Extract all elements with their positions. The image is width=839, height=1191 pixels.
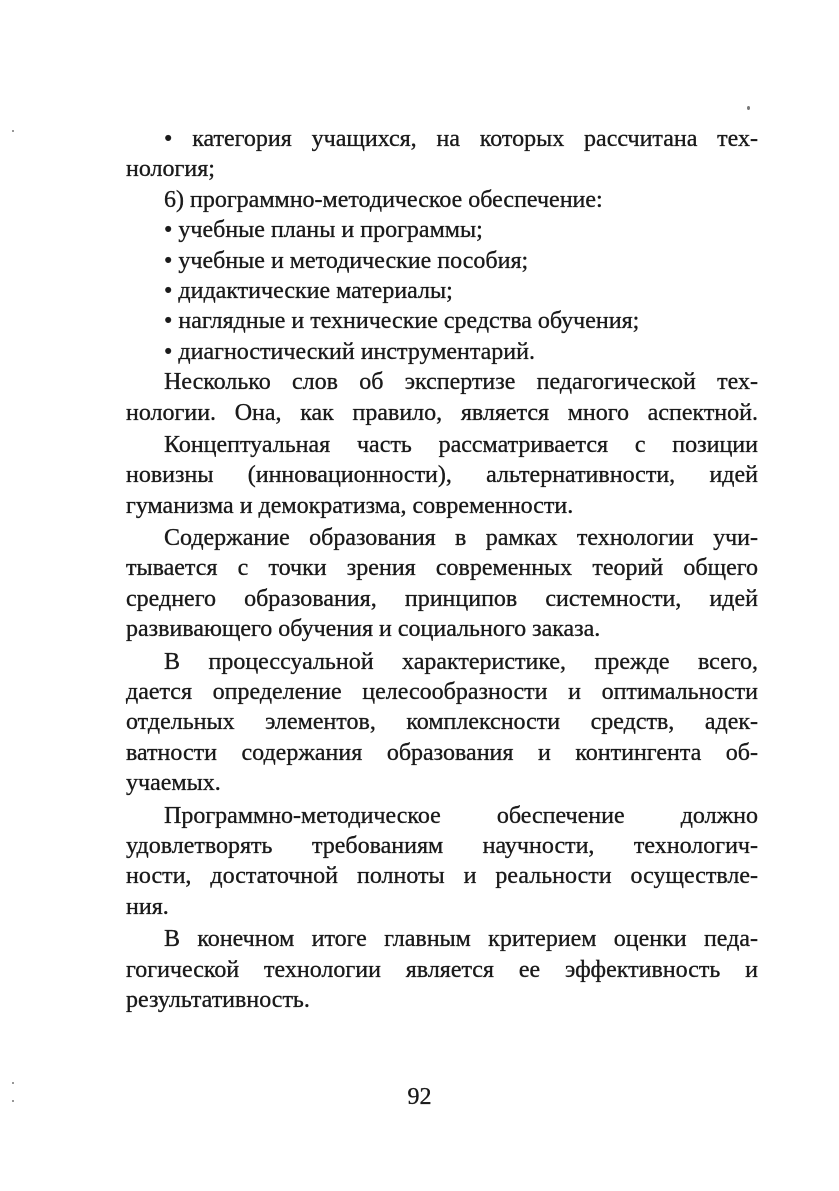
page-number: 92 [407, 1084, 432, 1110]
paragraph-line: отдельных элементов, комплексности средств, адек- [126, 709, 758, 736]
paragraph-line: нологии. Она, как правило, является много аспектной. [126, 399, 758, 426]
paragraph-line: гуманизма и демократизма, современности. [126, 492, 574, 519]
paragraph-line: В процессуальной характеристике, прежде всего, [164, 648, 758, 675]
paragraph-line: Концептуальная часть рассматривается с позиции [164, 431, 758, 458]
paragraph-line: Несколько слов об экспертизе педагогической тех- [164, 369, 758, 396]
paragraph-line: развивающего обучения и социального заказа. [126, 616, 601, 643]
paragraph-line: результативность. [126, 986, 310, 1013]
scan-speck [12, 1082, 14, 1084]
list-item: • диагностический инструментарий. [164, 338, 535, 365]
page-body-text [126, 124, 758, 1015]
list-item: • дидактические материалы; [164, 277, 453, 304]
scan-speck [12, 130, 14, 132]
scan-speck [747, 106, 750, 110]
paragraph-line: Содержание образования в рамках технологии учи- [164, 525, 758, 552]
scan-speck [12, 1100, 14, 1102]
text-line: • категория учащихся, на которых рассчитана тех- [164, 126, 758, 152]
paragraph-line: ния. [126, 893, 169, 920]
text-line: нология; [126, 156, 215, 183]
paragraph-line: учаемых. [126, 770, 221, 797]
list-item: • наглядные и технические средства обучения; [164, 308, 640, 335]
paragraph-line: гогической технологии является ее эффективность и [126, 956, 758, 983]
paragraph-line: новизны (инновационности), альтернативности, идей [126, 462, 758, 489]
paragraph-line: тывается с точки зрения современных теорий общего [126, 555, 758, 582]
paragraph-line: ватности содержания образования и контингента об- [126, 739, 758, 766]
text-line: 6) программно-методическое обеспечение: [164, 186, 603, 213]
list-item: • учебные и методические пособия; [164, 247, 529, 274]
paragraph-line: ности, достаточной полноты и реальности осуществле- [126, 863, 758, 890]
list-item: • учебные планы и программы; [164, 217, 483, 244]
paragraph-line: удовлетворять требованиям научности, технологич- [126, 832, 758, 859]
paragraph-line: дается определение целесообразности и оптимальности [126, 679, 758, 706]
paragraph-line: Программно-методическое обеспечение должно [164, 802, 758, 829]
paragraph-line: среднего образования, принципов системности, идей [126, 585, 758, 612]
paragraph-line: В конечном итоге главным критерием оценки педа- [164, 926, 758, 953]
